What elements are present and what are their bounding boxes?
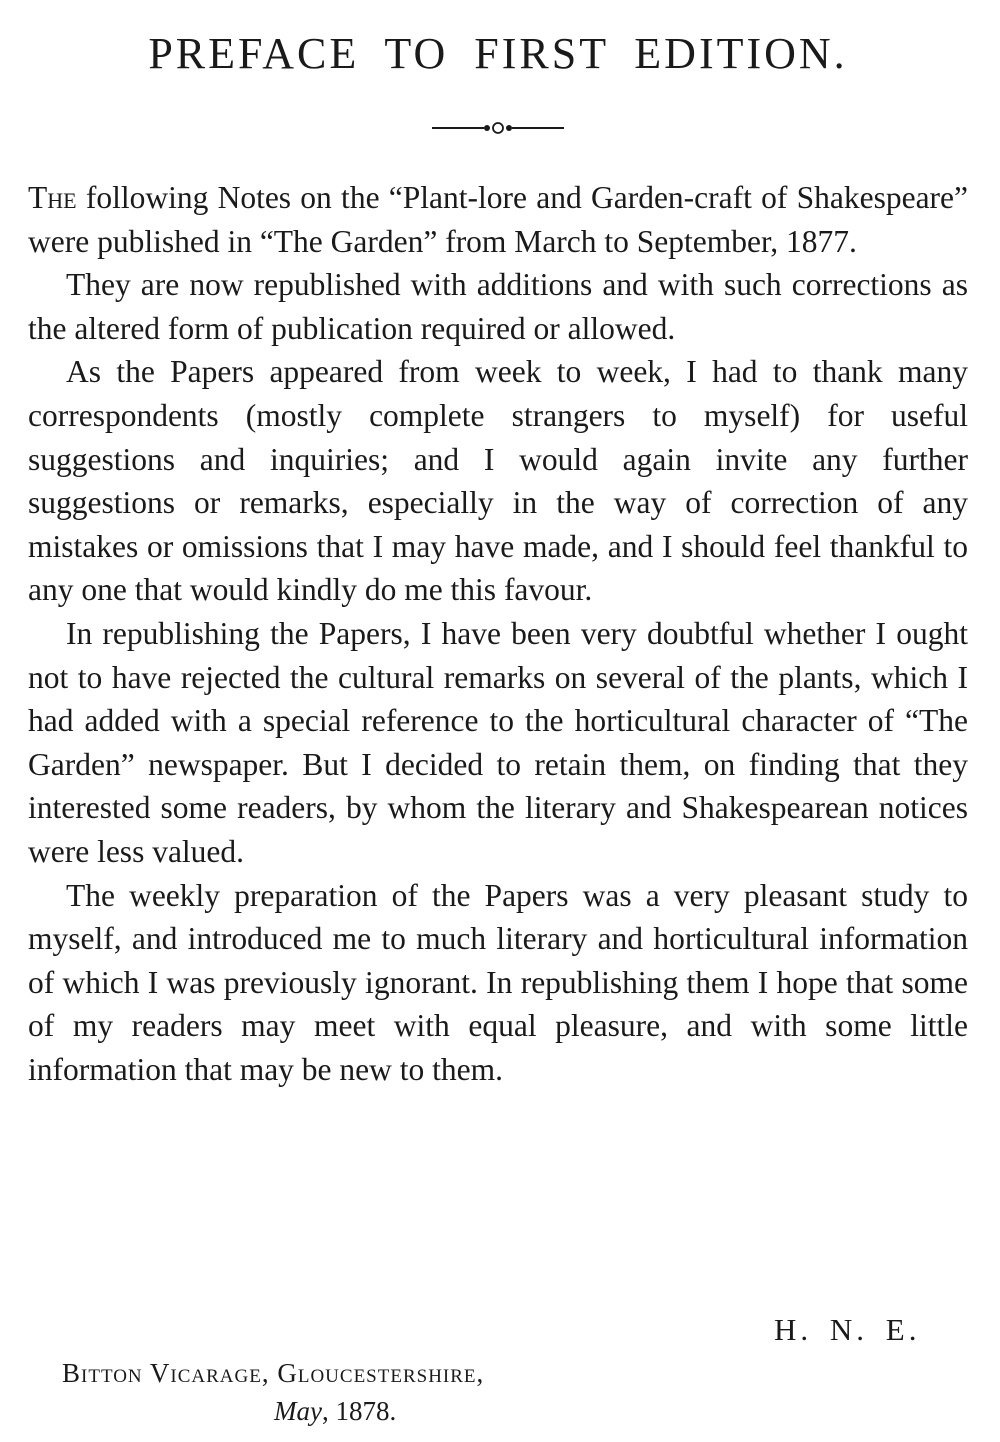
- date-line: [274, 1396, 396, 1427]
- author-initials: H. N. E.: [774, 1312, 921, 1347]
- ornament-dot-left: [484, 125, 490, 131]
- page-title: PREFACE TO FIRST EDITION.: [148, 29, 848, 78]
- preface-body: [28, 176, 968, 1091]
- paragraph-1-lead-word: The: [28, 180, 77, 215]
- ornament-ring: [493, 123, 503, 133]
- paragraph-1-text: following Notes on the “Plant-lore and Garden-craft of Shakespeare” were published in “The Garden” from March to September, 1877.: [28, 180, 968, 259]
- paragraph-4: In republishing the Papers, I have been very doubtful whether I ought not to have rejected the cultural remarks on several of the plants, which I had added with a special reference to the horticultural character of “The Garden” newspaper. But I decided to retain them, on finding that they interested some readers, by whom the literary and Shakespearean notices were less valued.: [28, 615, 968, 869]
- paragraph-5: The weekly preparation of the Papers was a very pleasant study to myself, and introduced me to much literary and horticultural information of which I was previously ignorant. In republishing them I hope that some of my readers may meet with equal pleasure, and with some little information that may be new to them.: [28, 877, 968, 1087]
- divider-ornament: [432, 116, 564, 140]
- document-page: [28, 0, 968, 1442]
- ornament-dot-right: [506, 125, 512, 131]
- paragraph-3: As the Papers appeared from week to week, I had to thank many correspondents (mostly complete strangers to myself) for useful suggestions and inquiries; and I would again invite any further suggestions or remarks, especially in the way of correction of any mistakes or omissions that I may have made, and I should feel thankful to any one that would kindly do me this favour.: [28, 354, 968, 608]
- paragraph-1: [28, 176, 968, 263]
- paragraph-2: They are now republished with additions and with such corrections as the altered form of publication required or allowed.: [28, 267, 968, 346]
- date-month: May: [274, 1396, 322, 1426]
- date-year: , 1878.: [321, 1396, 397, 1426]
- place-line: Bitton Vicarage, Gloucestershire,: [62, 1358, 485, 1388]
